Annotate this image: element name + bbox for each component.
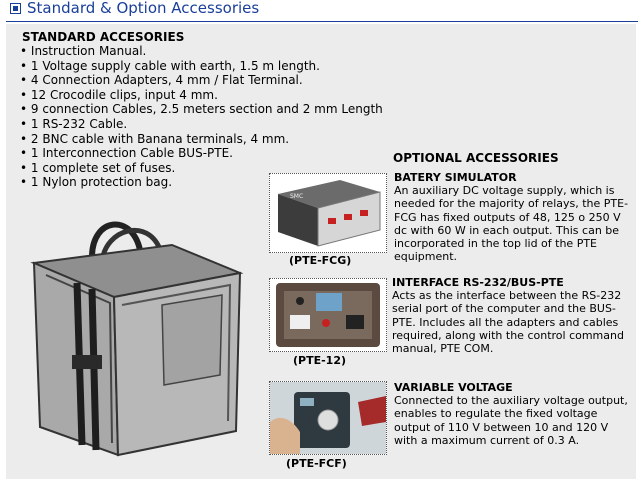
- list-item: • 1 Voltage supply cable with earth, 1.5 m length.: [20, 58, 320, 73]
- list-item: • 2 BNC cable with Banana terminals, 4 mm.: [20, 131, 290, 146]
- standard-list: [20, 44, 383, 190]
- interface-rs232-text: Acts as the interface between the RS-232 serial port of the computer and the BUS-PTE. Includes all the adapters and cables required, along with the control command manual, PTE COM.: [392, 289, 624, 356]
- pte-fcf-caption: (PTE-FCF): [286, 457, 347, 470]
- variable-voltage-title: VARIABLE VOLTAGE: [394, 381, 513, 394]
- battery-simulator-title: BATERY SIMULATOR: [394, 171, 517, 184]
- pte-12-caption: (PTE-12): [293, 354, 347, 367]
- list-item: • 4 Connection Adapters, 4 mm / Flat Terminal.: [20, 73, 303, 88]
- svg-text:SMC: SMC: [290, 193, 304, 200]
- list-item: • Instruction Manual.: [20, 44, 147, 58]
- pte-fcg-caption: (PTE-FCG): [289, 254, 352, 267]
- header-divider: [6, 21, 638, 22]
- pte-fcf-image: [269, 381, 387, 455]
- interface-rs232-title: INTERFACE RS-232/BUS-PTE: [392, 276, 564, 289]
- optional-heading: OPTIONAL ACCESSORIES: [393, 151, 559, 165]
- list-item: • 1 Nylon protection bag.: [20, 175, 173, 190]
- pte-12-image: [269, 278, 387, 352]
- pte-fcg-image: [269, 173, 387, 253]
- list-item: • 1 Interconnection Cable BUS-PTE.: [20, 146, 233, 161]
- variable-voltage-text: Connected to the auxiliary voltage output, enables to regulate the fixed voltage output of 110 V between 10 and 120 V with a maximum current of 0.3 A.: [394, 394, 628, 447]
- square-bullet-icon: [10, 3, 21, 14]
- section-header: [0, 0, 640, 20]
- battery-simulator-text: An auxiliary DC voltage supply, which is needed for the majority of relays, the PTE-FCG has fixed outputs of 48, 125 o 250 V dc with 60 W in each output. This can be incorporated in the top lid of the PTE equipment.: [394, 184, 629, 264]
- list-item: • 1 complete set of fuses.: [20, 160, 176, 175]
- list-item: • 9 connection Cables, 2.5 meters section and 2 mm Length: [20, 102, 383, 117]
- page-title: Standard & Option Accessories: [27, 0, 260, 17]
- list-item: • 12 Crocodile clips, input 4 mm.: [20, 87, 218, 102]
- list-item: • 1 RS-232 Cable.: [20, 116, 128, 131]
- nylon-bag-image: [22, 205, 252, 460]
- standard-heading: STANDARD ACCESORIES: [22, 30, 185, 44]
